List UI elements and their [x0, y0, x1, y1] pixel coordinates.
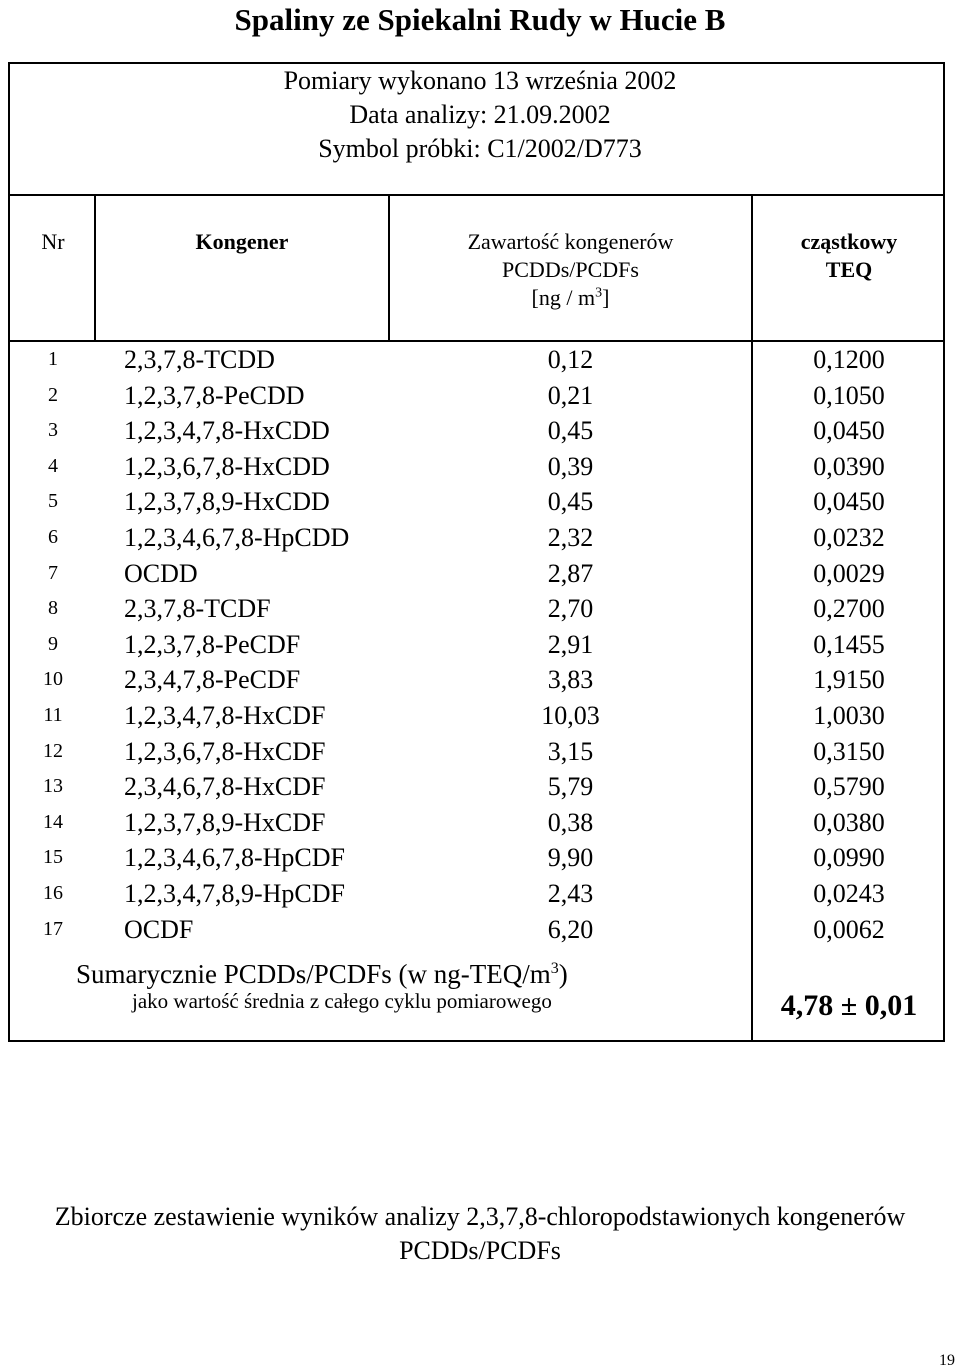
row-number: 1: [48, 348, 58, 370]
row-number: 12: [43, 739, 63, 762]
header-content-line1: Zawartość kongenerów: [467, 229, 674, 254]
row-number: 6: [48, 526, 58, 548]
row-kongener: 1,2,3,4,7,8-HxCDF: [124, 701, 326, 730]
table-row: [10, 556, 950, 592]
sample-symbol: Symbol próbki: C1/2002/D773: [318, 134, 642, 163]
header-teq-line1: cząstkowy: [800, 229, 898, 254]
row-teq-value: 0,1455: [813, 629, 885, 659]
row-content-value: 10,03: [541, 701, 600, 730]
row-content-value: 3,15: [547, 736, 594, 766]
row-kongener: 1,2,3,7,8-PeCDD: [124, 380, 305, 410]
row-teq-value: 0,1200: [813, 345, 885, 374]
row-teq-value: 0,0380: [813, 807, 885, 837]
row-number: 16: [43, 882, 63, 904]
table-row: [10, 627, 950, 663]
row-content-value: 2,70: [547, 594, 594, 624]
header-unit-sup: 3: [595, 285, 603, 301]
row-number: 4: [48, 454, 58, 477]
page-number: 19: [939, 1352, 955, 1369]
document-title: Spaliny ze Spiekalni Rudy w Hucie B: [234, 2, 726, 37]
row-kongener: 1,2,3,7,8,9-HxCDF: [124, 807, 326, 837]
summary-label-close: ): [558, 959, 568, 989]
row-kongener: OCDF: [124, 914, 194, 944]
row-content-value: 0,45: [547, 416, 594, 446]
table-row: [10, 840, 950, 876]
row-kongener: 1,2,3,7,8-PeCDF: [124, 629, 301, 659]
table-row: [10, 698, 950, 734]
summary-label: [76, 952, 568, 991]
row-number: 15: [43, 846, 63, 869]
row-teq-value: 0,0390: [813, 451, 885, 481]
table-row: [10, 805, 950, 841]
row-content-value: 0,39: [547, 451, 594, 481]
row-teq-value: 0,0243: [813, 879, 885, 908]
table-row: [10, 413, 950, 449]
row-number: 3: [48, 419, 58, 442]
summary-label-sup: 3: [550, 960, 559, 977]
row-content-value: 6,20: [547, 914, 594, 944]
header-teq: [753, 228, 945, 284]
row-content-value: 9,90: [547, 843, 594, 873]
row-content-value: 0,38: [547, 807, 594, 837]
table-row: [10, 378, 950, 414]
header-content-line3: [390, 284, 751, 312]
row-teq-value: 0,1050: [813, 380, 885, 410]
caption: [0, 1200, 960, 1268]
row-number: 17: [43, 917, 63, 940]
row-number: 2: [48, 383, 58, 406]
row-content-value: 0,12: [547, 345, 594, 374]
row-content-value: 0,45: [547, 487, 594, 517]
row-teq-value: 0,0450: [813, 416, 885, 446]
analysis-date: Data analizy: 21.09.2002: [349, 100, 611, 129]
header-content-line2: PCDDs/PCDFs: [502, 257, 639, 282]
row-teq-value: 0,0990: [813, 843, 885, 873]
table-row: [10, 342, 950, 378]
row-teq-value: 0,3150: [813, 736, 885, 766]
row-number: 10: [43, 668, 63, 691]
row-kongener: 1,2,3,4,6,7,8-HpCDF: [124, 843, 346, 873]
table-row: [10, 769, 950, 805]
measurement-date: Pomiary wykonano 13 września 2002: [283, 66, 677, 95]
header-kongener: Kongener: [195, 229, 289, 254]
row-teq-value: 1,9150: [813, 665, 885, 695]
row-kongener: 1,2,3,7,8,9-HxCDD: [124, 487, 330, 517]
table-row: [10, 591, 950, 627]
header-content: [390, 228, 751, 312]
row-teq-value: 0,5790: [813, 772, 885, 802]
header-unit-post: ]: [602, 285, 610, 310]
row-content-value: 2,91: [547, 629, 594, 659]
row-content-value: 2,87: [547, 558, 594, 588]
table-row: [10, 449, 950, 485]
row-kongener: 1,2,3,4,7,8,9-HpCDF: [124, 879, 346, 908]
table-row: [10, 912, 950, 948]
row-content-value: 0,21: [547, 380, 594, 410]
table-row: [10, 484, 950, 520]
row-teq-value: 0,0450: [813, 487, 885, 517]
header-nr: Nr: [41, 229, 65, 254]
row-kongener: 2,3,4,7,8-PeCDF: [124, 665, 301, 695]
row-number: 14: [43, 810, 63, 833]
row-kongener: OCDD: [124, 558, 198, 588]
row-content-value: 3,83: [547, 665, 594, 695]
row-kongener: 2,3,7,8-TCDF: [124, 594, 271, 624]
row-teq-value: 0,0029: [813, 558, 885, 588]
row-kongener: 1,2,3,6,7,8-HxCDF: [124, 736, 326, 766]
row-number: 9: [48, 632, 58, 655]
caption-line1: Zbiorcze zestawienie wyników analizy 2,3,7,8-chloropodstawionych kongenerów: [54, 1202, 906, 1231]
row-kongener: 1,2,3,4,7,8-HxCDD: [124, 416, 330, 446]
summary-sublabel: jako wartość średnia z całego cyklu pomiarowego: [132, 989, 552, 1013]
row-teq-value: 0,0232: [813, 523, 885, 552]
row-number: 11: [43, 704, 63, 726]
row-kongener: 2,3,4,6,7,8-HxCDF: [124, 772, 326, 802]
table-row: [10, 662, 950, 698]
info-separator: [10, 194, 945, 196]
row-kongener: 1,2,3,4,6,7,8-HpCDD: [124, 523, 350, 552]
table-row: [10, 734, 950, 770]
row-number: 8: [48, 597, 58, 620]
row-content-value: 2,32: [547, 523, 594, 552]
results-table: [8, 62, 945, 1042]
table-row: [10, 876, 950, 912]
summary-value: 4,78 ± 0,01: [780, 989, 918, 1022]
row-content-value: 5,79: [547, 772, 594, 802]
row-teq-value: 1,0030: [813, 701, 885, 730]
row-kongener: 1,2,3,6,7,8-HxCDD: [124, 451, 330, 481]
table-row: [10, 520, 950, 556]
column-divider-nr: [94, 194, 96, 340]
row-number: 7: [48, 561, 58, 584]
caption-line2: PCDDs/PCDFs: [399, 1236, 561, 1265]
row-number: 13: [43, 775, 63, 798]
header-unit-pre: [ng / m: [531, 285, 596, 310]
row-kongener: 2,3,7,8-TCDD: [124, 345, 275, 374]
row-teq-value: 0,2700: [813, 594, 885, 624]
row-teq-value: 0,0062: [813, 914, 885, 944]
row-number: 5: [48, 490, 58, 513]
summary-label-text: Sumarycznie PCDDs/PCDFs (w ng-TEQ/m: [76, 959, 551, 989]
row-content-value: 2,43: [547, 879, 594, 908]
header-teq-line2: TEQ: [825, 257, 873, 282]
